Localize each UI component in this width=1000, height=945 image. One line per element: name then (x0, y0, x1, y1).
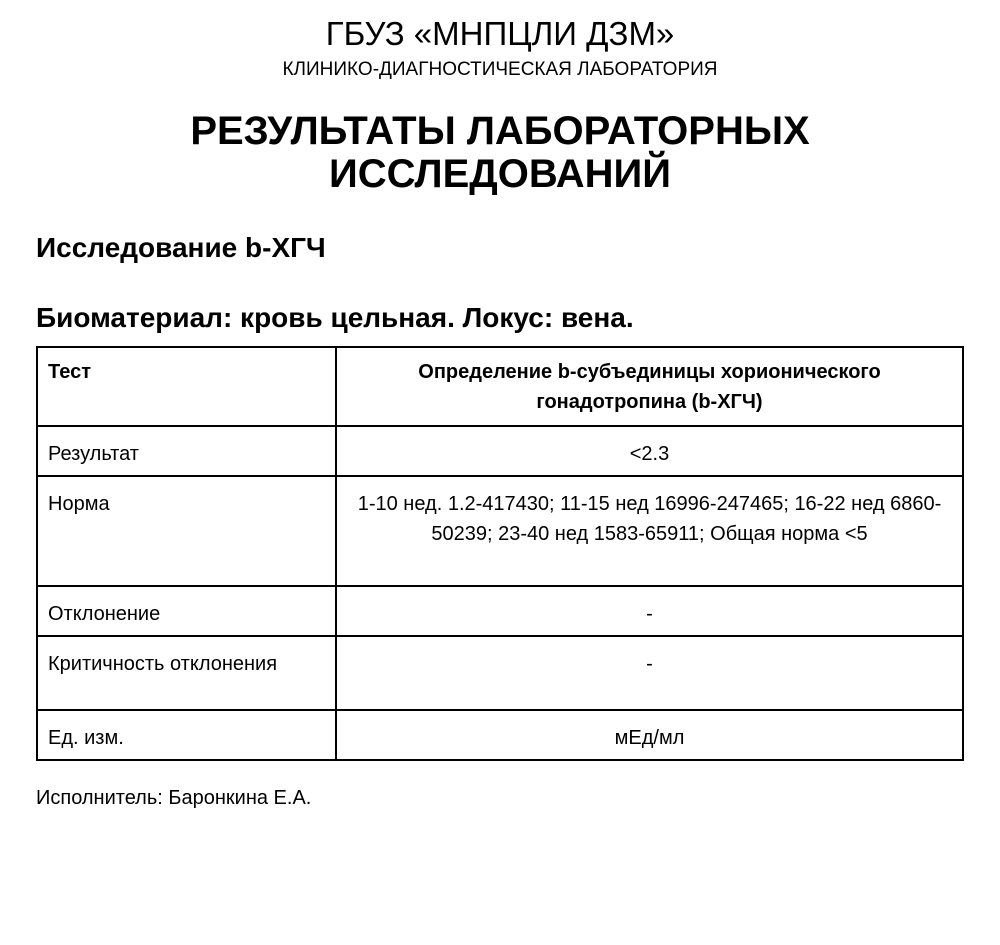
study-title: Исследование b-ХГЧ (36, 232, 326, 263)
table-row (37, 710, 963, 760)
biomaterial-info: Биоматериал: кровь цельная. Локус: вена. (36, 302, 634, 333)
document-title-line-2: ИССЛЕДОВАНИЙ (328, 152, 672, 196)
row-value-result: <2.3 (336, 426, 963, 476)
document-title (0, 110, 1000, 196)
department-name: КЛИНИКО-ДИАГНОСТИЧЕСКАЯ ЛАБОРАТОРИЯ (282, 59, 718, 80)
table-row (37, 426, 963, 476)
row-label-result: Результат (37, 426, 336, 476)
row-value-criticality: - (336, 636, 963, 710)
table-row (37, 586, 963, 636)
row-value-norm: 1-10 нед. 1.2-417430; 11-15 нед 16996-247465; 16-22 нед 6860-50239; 23-40 нед 1583-65911; Общая норма <5 (336, 476, 963, 586)
row-label-deviation: Отклонение (37, 586, 336, 636)
executor-line: Исполнитель: Баронкина Е.А. (36, 787, 312, 809)
row-label-unit: Ед. изм. (37, 710, 336, 760)
document-title-line-1: РЕЗУЛЬТАТЫ ЛАБОРАТОРНЫХ (190, 109, 810, 153)
header-test-name: Определение b-субъединицы хорионического гонадотропина (b-ХГЧ) (336, 347, 963, 426)
row-value-deviation: - (336, 586, 963, 636)
row-value-unit: мЕд/мл (336, 710, 963, 760)
row-label-criticality: Критичность отклонения (37, 636, 336, 710)
table-header-row (37, 347, 963, 426)
header-test-label: Тест (37, 347, 336, 426)
organization-name: ГБУЗ «МНПЦЛИ ДЗМ» (325, 15, 675, 52)
results-table (36, 346, 964, 761)
table-row (37, 476, 963, 586)
table-row (37, 636, 963, 710)
row-label-norm: Норма (37, 476, 336, 586)
